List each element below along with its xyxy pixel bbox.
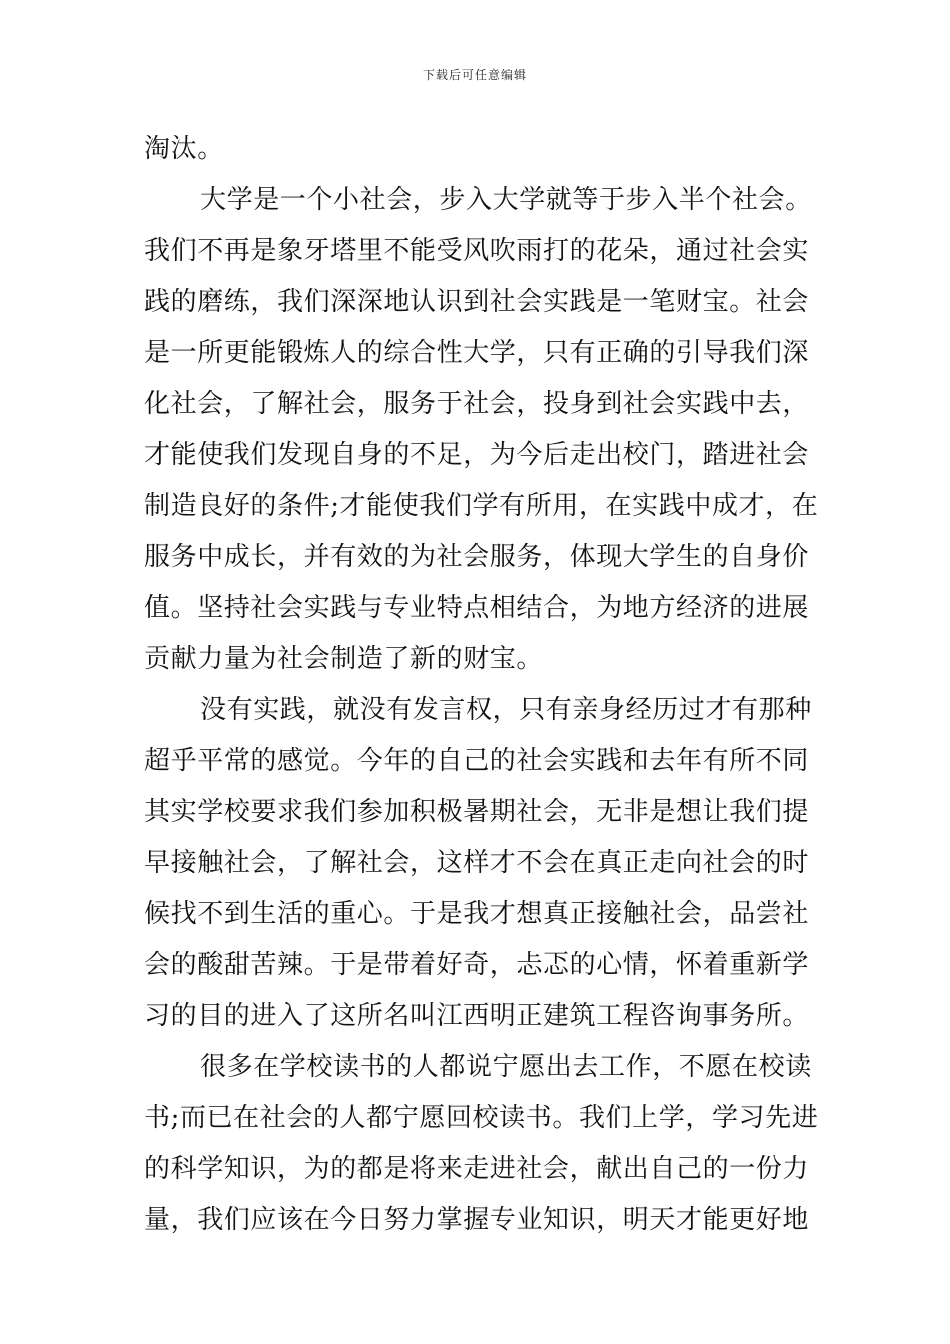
text-line: 化社会，了解社会，服务于社会，投身到社会实践中去， bbox=[144, 389, 810, 419]
text-line: 践的磨练，我们深深地认识到社会实践是一笔财宝。社会 bbox=[144, 287, 810, 317]
text-line: 淘汰。 bbox=[144, 134, 224, 164]
text-line: 会的酸甜苦辣。于是带着好奇，忐忑的心情，怀着重新学 bbox=[144, 950, 810, 980]
text-line: 才能使我们发现自身的不足，为今后走出校门，踏进社会 bbox=[144, 440, 810, 470]
text-line: 量，我们应该在今日努力掌握专业知识，明天才能更好地 bbox=[144, 1205, 810, 1235]
text-line: 制造良好的条件;才能使我们学有所用，在实践中成才，在 bbox=[144, 491, 819, 521]
text-line: 大学是一个小社会，步入大学就等于步入半个社会。 bbox=[200, 185, 812, 215]
text-line: 超乎平常的感觉。今年的自己的社会实践和去年有所不同 bbox=[144, 746, 810, 776]
text-line: 我们不再是象牙塔里不能受风吹雨打的花朵，通过社会实 bbox=[144, 236, 810, 266]
text-line: 很多在学校读书的人都说宁愿出去工作，不愿在校读 bbox=[200, 1052, 812, 1082]
text-line: 早接触社会，了解社会，这样才不会在真正走向社会的时 bbox=[144, 848, 810, 878]
text-line: 习的目的进入了这所名叫江西明正建筑工程咨询事务所。 bbox=[144, 1001, 810, 1031]
text-line: 服务中成长，并有效的为社会服务，体现大学生的自身价 bbox=[144, 542, 810, 572]
text-line: 其实学校要求我们参加积极暑期社会，无非是想让我们提 bbox=[144, 797, 810, 827]
text-line: 值。坚持社会实践与专业特点相结合，为地方经济的进展 bbox=[144, 593, 810, 623]
text-line: 贡献力量为社会制造了新的财宝。 bbox=[144, 644, 544, 674]
text-line: 候找不到生活的重心。于是我才想真正接触社会，品尝社 bbox=[144, 899, 810, 929]
text-line: 的科学知识，为的都是将来走进社会，献出自己的一份力 bbox=[144, 1154, 810, 1184]
text-line: 书;而已在社会的人都宁愿回校读书。我们上学，学习先进 bbox=[144, 1103, 819, 1133]
text-line: 是一所更能锻炼人的综合性大学，只有正确的引导我们深 bbox=[144, 338, 810, 368]
page-header: 下载后可任意编辑 bbox=[422, 68, 527, 82]
text-line: 没有实践，就没有发言权，只有亲身经历过才有那种 bbox=[200, 695, 812, 725]
